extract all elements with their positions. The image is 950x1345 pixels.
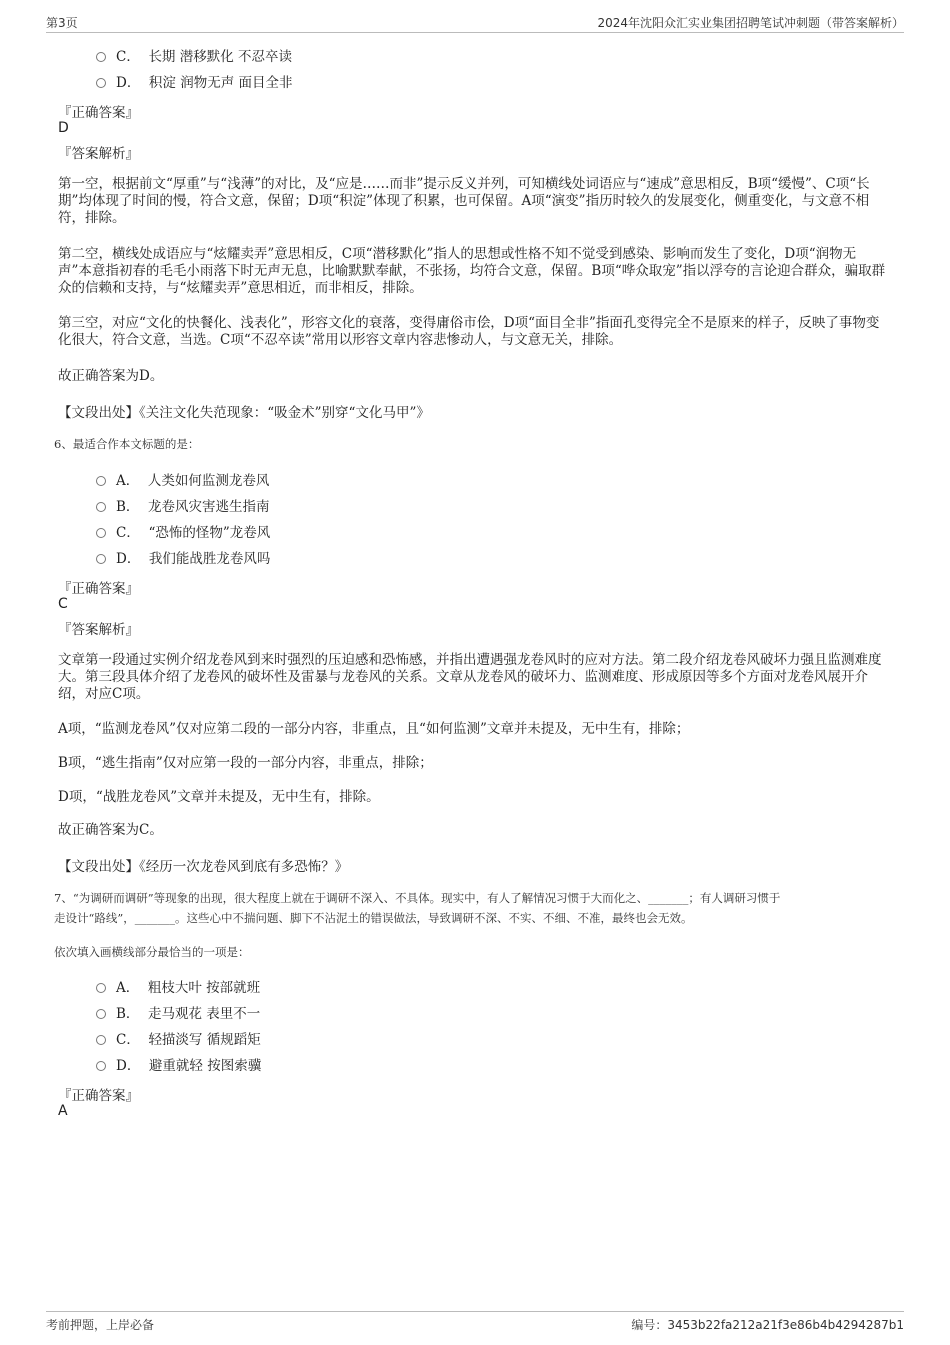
answer-value: A bbox=[58, 1103, 68, 1119]
analysis-label: 『答案解析』 bbox=[58, 146, 139, 162]
radio-icon[interactable] bbox=[96, 502, 106, 512]
analysis-paragraph: 第二空，横线处成语应与“炫耀卖弄”意思相反，C项“潜移默化”指人的思想或性格不知不觉受到感染、影响而发生了变化，D项“润物无声”本意指初春的毛毛小雨落下时无声无息，比喻默默奉献，不张扬，均符合文意，保留。B项“哗众取宠”指以浮夸的言论迎合群众，骗取群众的信赖和支持，与“炫耀卖弄”意思相近，而非相反，排除。 bbox=[58, 246, 886, 296]
page-number: 第3页 bbox=[46, 16, 78, 30]
question-stem bbox=[54, 888, 904, 928]
footer-slogan: 考前押题，上岸必备 bbox=[46, 1318, 155, 1332]
option-a[interactable]: A． 粗枝大叶 按部就班 bbox=[96, 978, 260, 998]
radio-icon[interactable] bbox=[96, 1061, 106, 1071]
option-d[interactable]: D． 积淀 润物无声 面目全非 bbox=[96, 73, 293, 93]
radio-icon[interactable] bbox=[96, 78, 106, 88]
page-header bbox=[46, 14, 904, 33]
answer-label: 『正确答案』 bbox=[58, 105, 139, 121]
analysis-paragraph: 第三空，对应“文化的快餐化、浅表化”，形容文化的衰落，变得庸俗市侩，D项“面目全非”指面孔变得完全不是原来的样子，反映了事物变化很大，符合文意，当选。C项“不忍卒读”常用以形容文章内容悲惨动人，与文意无关，排除。 bbox=[58, 315, 880, 348]
analysis-paragraph: D项，“战胜龙卷风”文章并未提及，无中生有，排除。 bbox=[58, 789, 380, 805]
answer-value: D bbox=[58, 120, 69, 136]
option-a[interactable]: A． 人类如何监测龙卷风 bbox=[96, 471, 269, 491]
analysis-paragraph: A项，“监测龙卷风”仅对应第二段的一部分内容，非重点，且“如何监测”文章并未提及，无中生有，排除； bbox=[58, 721, 690, 737]
answer-label: 『正确答案』 bbox=[58, 581, 139, 597]
question-prompt: 依次填入画横线部分最恰当的一项是： bbox=[54, 945, 250, 959]
radio-icon[interactable] bbox=[96, 554, 106, 564]
question-stem-line: 7、“为调研而调研”等现象的出现，很大程度上就在于调研不深入、不具体。现实中，有人了解情况习惯于大而化之、_______；有人调研习惯于 bbox=[54, 891, 781, 905]
source-citation: 【文段出处】《关注文化失范现象：“吸金术”别穿“文化马甲”》 bbox=[58, 405, 430, 421]
radio-icon[interactable] bbox=[96, 983, 106, 993]
document-code: 编号：3453b22fa212a21f3e86b4b4294287b1 bbox=[631, 1318, 904, 1332]
analysis-conclusion: 故正确答案为D。 bbox=[58, 368, 164, 384]
option-d[interactable]: D． 我们能战胜龙卷风吗 bbox=[96, 549, 270, 569]
source-citation: 【文段出处】《经历一次龙卷风到底有多恐怖？》 bbox=[58, 859, 349, 875]
answer-value: C bbox=[58, 596, 68, 612]
analysis-label: 『答案解析』 bbox=[58, 622, 139, 638]
option-d[interactable]: D． 避重就轻 按图索骥 bbox=[96, 1056, 261, 1076]
question-stem-line: 走设计“路线”，_______。这些心中不揣问题、脚下不沾泥土的错误做法，导致调研不深、不实、不细、不准，最终也会无效。 bbox=[54, 911, 693, 925]
question-stem: 6、最适合作本文标题的是： bbox=[54, 437, 200, 451]
radio-icon[interactable] bbox=[96, 476, 106, 486]
document-title: 2024年沈阳众汇实业集团招聘笔试冲刺题（带答案解析） bbox=[597, 16, 904, 30]
analysis-conclusion: 故正确答案为C。 bbox=[58, 822, 163, 838]
analysis-paragraph: B项，“逃生指南”仅对应第一段的一部分内容，非重点，排除； bbox=[58, 755, 433, 771]
option-c[interactable]: C． 长期 潜移默化 不忍卒读 bbox=[96, 47, 292, 67]
radio-icon[interactable] bbox=[96, 1009, 106, 1019]
radio-icon[interactable] bbox=[96, 52, 106, 62]
option-b[interactable]: B． 龙卷风灾害逃生指南 bbox=[96, 497, 270, 517]
analysis-paragraph: 第一空，根据前文“厚重”与“浅薄”的对比，及“应是……而非”提示反义并列，可知横线处词语应与“速成”意思相反，B项“缓慢”、C项“长期”均体现了时间的慢，符合文意，保留；D项“积淀”体现了积累，也可保留。A项“演变”指历时较久的发展变化，侧重变化，与文意不相符，排除。 bbox=[58, 176, 870, 226]
analysis-paragraph: 文章第一段通过实例介绍龙卷风到来时强烈的压迫感和恐怖感，并指出遭遇强龙卷风时的应对方法。第二段介绍龙卷风破坏力强且监测难度大。第三段具体介绍了龙卷风的破坏性及雷暴与龙卷风的关系。文章从龙卷风的破坏力、监测难度、形成原因等多个方面对龙卷风展开介绍，对应C项。 bbox=[58, 652, 882, 702]
page-footer bbox=[46, 1311, 904, 1332]
option-b[interactable]: B． 走马观花 表里不一 bbox=[96, 1004, 260, 1024]
radio-icon[interactable] bbox=[96, 528, 106, 538]
answer-label: 『正确答案』 bbox=[58, 1088, 139, 1104]
option-c[interactable]: C． 轻描淡写 循规蹈矩 bbox=[96, 1030, 261, 1050]
option-c[interactable]: C． “恐怖的怪物”龙卷风 bbox=[96, 523, 270, 543]
radio-icon[interactable] bbox=[96, 1035, 106, 1045]
